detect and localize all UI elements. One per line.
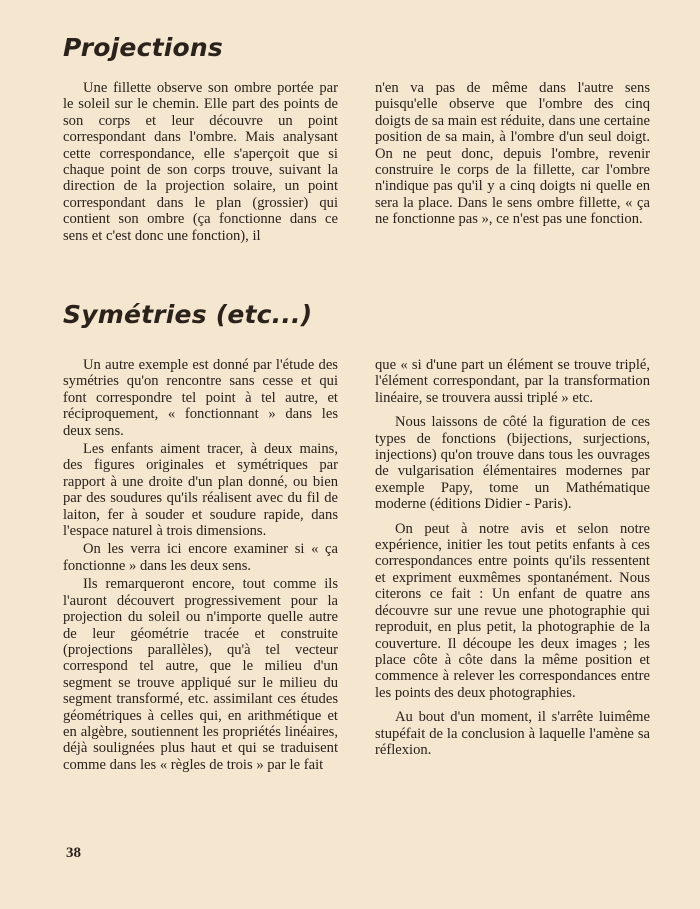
paragraph: On peut à notre avis et selon notre expérience, initier les tout petits enfants à ces correspondances entre points qu'ils ressentent et expriment euxmêmes spontanément. Nous citerons ce fait : Un enfant de quatre ans découvre sur une revue une photographie qui reproduit, en plus petit, la photographie de la couverture. Il découpe les deux images ; les place côte à côte dans la même position et commence à relever les correspondances entre les points des deux photographies. bbox=[375, 520, 650, 701]
section-title-projections: Projections bbox=[63, 33, 223, 62]
paragraph: Nous laissons de côté la figuration de ces types de fonctions (bijections, surjections, injections) qu'on trouve dans tous les ouvrages de vulgarisation élémentaires modernes par exemple Papy, tome un Mathématique moderne (éditions Didier - Paris). bbox=[375, 414, 650, 513]
paragraph: Un autre exemple est donné par l'étude des symétries qu'on rencontre sans cesse et qui font correspondre tel point à tel autre, et réciproquement, « fonctionnant » dans les deux sens. bbox=[63, 357, 338, 439]
projections-column-right bbox=[375, 80, 650, 228]
symetries-column-right bbox=[375, 357, 650, 758]
symetries-column-left bbox=[63, 357, 338, 773]
paragraph: Une fillette observe son ombre portée par le soleil sur le chemin. Elle part des points de son corps et leur découvre un point correspondant dans l'ombre. Mais analysant cette correspondance, elle s'aperçoit que si chaque point de son corps trouve, suivant la direction de la projection solaire, un point correspondant dans le plan (grossier) qui contient son ombre (ça fonctionne dans ce sens et c'est donc une fonction), il bbox=[63, 80, 338, 244]
paragraph: On les verra ici encore examiner si « ça fonctionne » dans les deux sens. bbox=[63, 541, 338, 574]
paragraph: Ils remarqueront encore, tout comme ils l'auront découvert progressivement pour la projection du soleil ou n'importe quelle autre de leur géométrie tracée et construite (projections parallèles), qu'à tel vecteur correspond tel autre, que le milieu d'un segment se trouve appliqué sur le milieu du segment transformé, etc. assimilant ces études géométriques à celles qui, en arithmétique et en algèbre, soutiennent les propriétés linéaires, déjà soulignées plus haut et qui se traduisent comme dans les « règles de trois » par le fait bbox=[63, 576, 338, 773]
paragraph-continued: n'en va pas de même dans l'autre sens puisqu'elle observe que l'ombre des cinq doigts de sa main est réduite, dans une certaine position de sa main, à l'ombre d'un seul doigt. On ne peut donc, depuis l'ombre, revenir construire le corps de la fillette, car l'ombre n'indique pas qu'il y a cinq doigts ni quelle en sera la place. Dans le sens ombre fillette, « ça ne fonctionne pas », ce n'est pas une fonction. bbox=[375, 80, 650, 228]
page-number: 38 bbox=[66, 845, 81, 861]
section-title-symetries: Symétries (etc...) bbox=[63, 300, 313, 329]
paragraph: Les enfants aiment tracer, à deux mains, des figures originales et symétriques par rapport à une droite d'un plan donné, ou bien par des soudures qu'ils réalisent avec du fil de laiton, fer à souder et soudure rapide, dans l'espace naturel à trois dimensions. bbox=[63, 441, 338, 540]
projections-column-left bbox=[63, 80, 338, 244]
paragraph-continued: que « si d'une part un élément se trouve triplé, l'élément correspondant, par la transformation linéaire, se trouvera aussi triplé » etc. bbox=[375, 357, 650, 406]
paragraph: Au bout d'un moment, il s'arrête luimême stupéfait de la conclusion à laquelle l'amène sa réflexion. bbox=[375, 709, 650, 758]
